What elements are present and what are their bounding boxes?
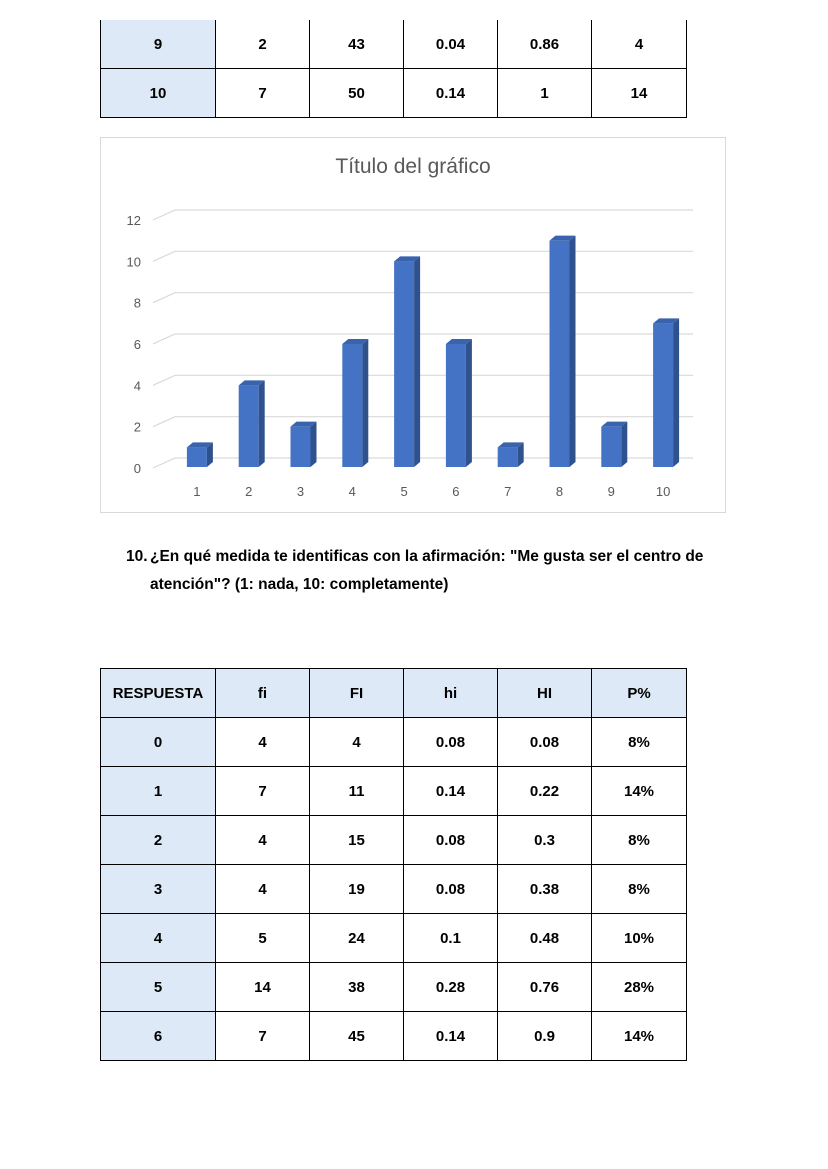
- cell-hi: 0.08: [404, 865, 498, 914]
- bar-side: [311, 422, 317, 467]
- cell-HI: 0.48: [498, 914, 592, 963]
- cell-hi: 0.14: [404, 1012, 498, 1061]
- y-tick-label: 4: [133, 378, 141, 394]
- cell-p: 8%: [592, 816, 687, 865]
- cell-p: 14: [592, 69, 687, 118]
- cell-FI: 19: [310, 865, 404, 914]
- bar-side: [414, 256, 420, 467]
- cell-fi: 7: [216, 1012, 310, 1061]
- chart-plot-area: [101, 138, 727, 514]
- cell-hi: 0.08: [404, 816, 498, 865]
- gridline: [153, 334, 693, 344]
- bar-side: [673, 318, 679, 467]
- cell-HI: 0.38: [498, 865, 592, 914]
- x-tick-label: 6: [452, 484, 460, 499]
- x-tick-label: 4: [348, 484, 356, 499]
- cell-hi: 0.08: [404, 718, 498, 767]
- cell-hi: 0.14: [404, 767, 498, 816]
- cell-HI: 0.9: [498, 1012, 592, 1061]
- cell-respuesta: 9: [101, 20, 216, 69]
- cell-HI: 0.22: [498, 767, 592, 816]
- cell-fi: 7: [216, 767, 310, 816]
- cell-hi: 0.04: [404, 20, 498, 69]
- cell-HI: 0.3: [498, 816, 592, 865]
- cell-HI: 0.76: [498, 963, 592, 1012]
- table-row: [101, 69, 687, 118]
- cell-FI: 24: [310, 914, 404, 963]
- x-tick-label: 7: [504, 484, 512, 499]
- cell-respuesta: 5: [101, 963, 216, 1012]
- x-tick-label: 2: [245, 484, 253, 499]
- cell-respuesta: 1: [101, 767, 216, 816]
- cell-fi: 2: [216, 20, 310, 69]
- cell-hi: 0.1: [404, 914, 498, 963]
- cell-FI: 15: [310, 816, 404, 865]
- cell-p: 14%: [592, 1012, 687, 1061]
- x-tick-label: 9: [607, 484, 615, 499]
- question-number: 10.: [126, 548, 148, 565]
- bar: [394, 261, 414, 467]
- question-10: [126, 543, 736, 599]
- bar: [239, 385, 259, 467]
- cell-fi: 5: [216, 914, 310, 963]
- gridline: [153, 293, 693, 303]
- y-tick-label: 10: [126, 254, 141, 270]
- table-row: [101, 20, 687, 69]
- table-row: [101, 963, 687, 1012]
- cell-fi: 14: [216, 963, 310, 1012]
- header-p: P%: [592, 669, 687, 718]
- cell-fi: 4: [216, 816, 310, 865]
- gridline: [153, 210, 693, 220]
- bar: [291, 427, 311, 467]
- table-row: [101, 914, 687, 963]
- cell-p: 4: [592, 20, 687, 69]
- y-tick-label: 8: [133, 295, 141, 311]
- gridline: [153, 375, 693, 385]
- x-tick-label: 1: [193, 484, 201, 499]
- cell-fi: 4: [216, 718, 310, 767]
- x-tick-label: 5: [400, 484, 408, 499]
- cell-HI: 0.08: [498, 718, 592, 767]
- cell-p: 28%: [592, 963, 687, 1012]
- table-row: [101, 767, 687, 816]
- bar-chart: [100, 137, 726, 513]
- frequency-table-top: [100, 20, 687, 118]
- bar: [342, 344, 362, 467]
- cell-hi: 0.28: [404, 963, 498, 1012]
- cell-respuesta: 4: [101, 914, 216, 963]
- bar: [187, 447, 207, 467]
- cell-p: 14%: [592, 767, 687, 816]
- bar-side: [570, 236, 576, 467]
- table-row: [101, 865, 687, 914]
- table-header-row: [101, 669, 687, 718]
- table-row: [101, 816, 687, 865]
- bar-side: [621, 422, 627, 467]
- cell-fi: 7: [216, 69, 310, 118]
- cell-respuesta: 3: [101, 865, 216, 914]
- x-tick-label: 3: [296, 484, 305, 499]
- table-row: [101, 1012, 687, 1061]
- y-tick-label: 12: [126, 213, 141, 228]
- y-tick-label: 2: [133, 419, 141, 435]
- header-respuesta: RESPUESTA: [101, 669, 216, 718]
- cell-p: 10%: [592, 914, 687, 963]
- bar: [446, 344, 466, 467]
- question-text: ¿En qué medida te identificas con la afirmación: "Me gusta ser el centro de atención"? (1: nada, 10: completamente): [150, 548, 704, 593]
- chart-title: Título del gráfico: [335, 155, 491, 178]
- bar: [653, 323, 673, 467]
- header-FI: FI: [310, 669, 404, 718]
- cell-FI: 4: [310, 718, 404, 767]
- gridline: [153, 251, 693, 261]
- cell-FI: 50: [310, 69, 404, 118]
- cell-respuesta: 0: [101, 718, 216, 767]
- y-tick-label: 0: [133, 461, 141, 476]
- cell-FI: 11: [310, 767, 404, 816]
- cell-respuesta: 6: [101, 1012, 216, 1061]
- cell-p: 8%: [592, 865, 687, 914]
- bar: [498, 447, 518, 467]
- x-tick-label: 10: [655, 484, 671, 499]
- header-HI: HI: [498, 669, 592, 718]
- frequency-table-question-10: [100, 668, 687, 1061]
- y-tick-label: 6: [133, 337, 141, 352]
- cell-hi: 0.14: [404, 69, 498, 118]
- cell-FI: 45: [310, 1012, 404, 1061]
- cell-FI: 38: [310, 963, 404, 1012]
- x-tick-label: 8: [555, 484, 564, 499]
- cell-HI: 1: [498, 69, 592, 118]
- header-fi: fi: [216, 669, 310, 718]
- bar: [601, 427, 621, 467]
- cell-HI: 0.86: [498, 20, 592, 69]
- bar: [550, 241, 570, 467]
- bar-side: [259, 380, 265, 467]
- bar-side: [466, 339, 472, 467]
- cell-respuesta: 2: [101, 816, 216, 865]
- cell-fi: 4: [216, 865, 310, 914]
- header-hi: hi: [404, 669, 498, 718]
- table-row: [101, 718, 687, 767]
- cell-FI: 43: [310, 20, 404, 69]
- cell-respuesta: 10: [101, 69, 216, 118]
- cell-p: 8%: [592, 718, 687, 767]
- bar-side: [362, 339, 368, 467]
